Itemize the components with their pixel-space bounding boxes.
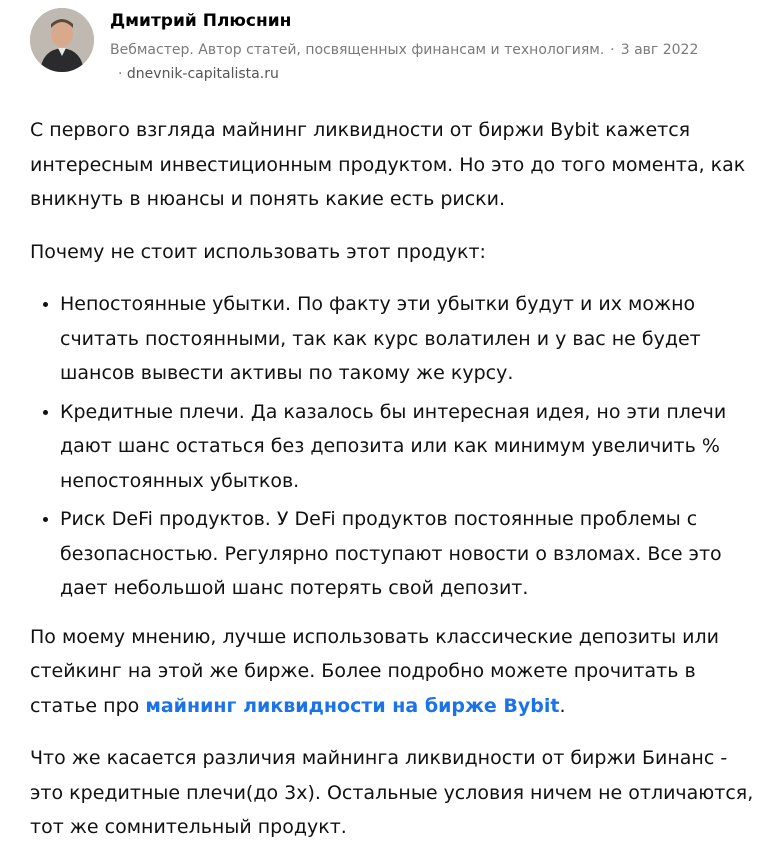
- author-avatar[interactable]: [30, 8, 94, 72]
- list-item: • Кредитные плечи. Да казалось бы интересная идея, но эти плечи дают шанс остаться без депозита или как минимум увеличить % непостоянных убытков.: [60, 395, 760, 499]
- paragraph-intro: С первого взгляда майнинг ликвидности от биржи Bybit кажется интересным инвестиционным продуктом. Но это до того момента, как вникнуть в нюансы и понять какие есть риски.: [30, 119, 746, 210]
- author-description: Вебмастер. Автор статей, посвященных финансам и технологиям.: [110, 42, 605, 58]
- list-item: • Непостоянные убытки. По факту эти убытки будут и их можно считать постоянными, так как курс волатилен и у вас не будет шансов вывести активы по такому же курсу.: [60, 287, 760, 391]
- list-item: • Риск DeFi продуктов. У DeFi продуктов постоянные проблемы с безопасностью. Регулярно поступают новости о взломах. Все это дает небольшой шанс потерять свой депозит.: [60, 502, 760, 606]
- person-photo-icon: [30, 8, 94, 72]
- article-link-bybit[interactable]: майнинг ликвидности на бирже Bybit: [145, 694, 560, 717]
- author-site-link[interactable]: dnevnik-capitalista.ru: [126, 66, 279, 82]
- paragraph-binance: Что же касается различия майнинга ликвидности от биржи Бинанс - это кредитные плечи(до 3х). Остальные условия ничем не отличаются, тот же сомнительный продукт.: [30, 747, 754, 838]
- meta-separator: ·: [118, 66, 123, 82]
- publish-date: 3 авг 2022: [620, 42, 699, 58]
- author-site-line: [118, 66, 279, 82]
- paragraph-question: Почему не стоит использовать этот продукт:: [30, 240, 486, 263]
- author-meta: [110, 42, 698, 58]
- paragraph-opinion: [30, 620, 760, 724]
- paragraph-opinion-end: .: [559, 694, 566, 717]
- author-header: [0, 0, 779, 100]
- author-name[interactable]: Дмитрий Плюснин: [110, 11, 292, 31]
- paragraph-opinion-text: По моему мнению, лучше использовать классические депозиты или стейкинг на этой же бирже. Более подробно можете прочитать в статье про: [30, 625, 719, 717]
- risk-list: [30, 287, 760, 606]
- article-body: [30, 113, 760, 863]
- meta-separator: ·: [610, 42, 615, 58]
